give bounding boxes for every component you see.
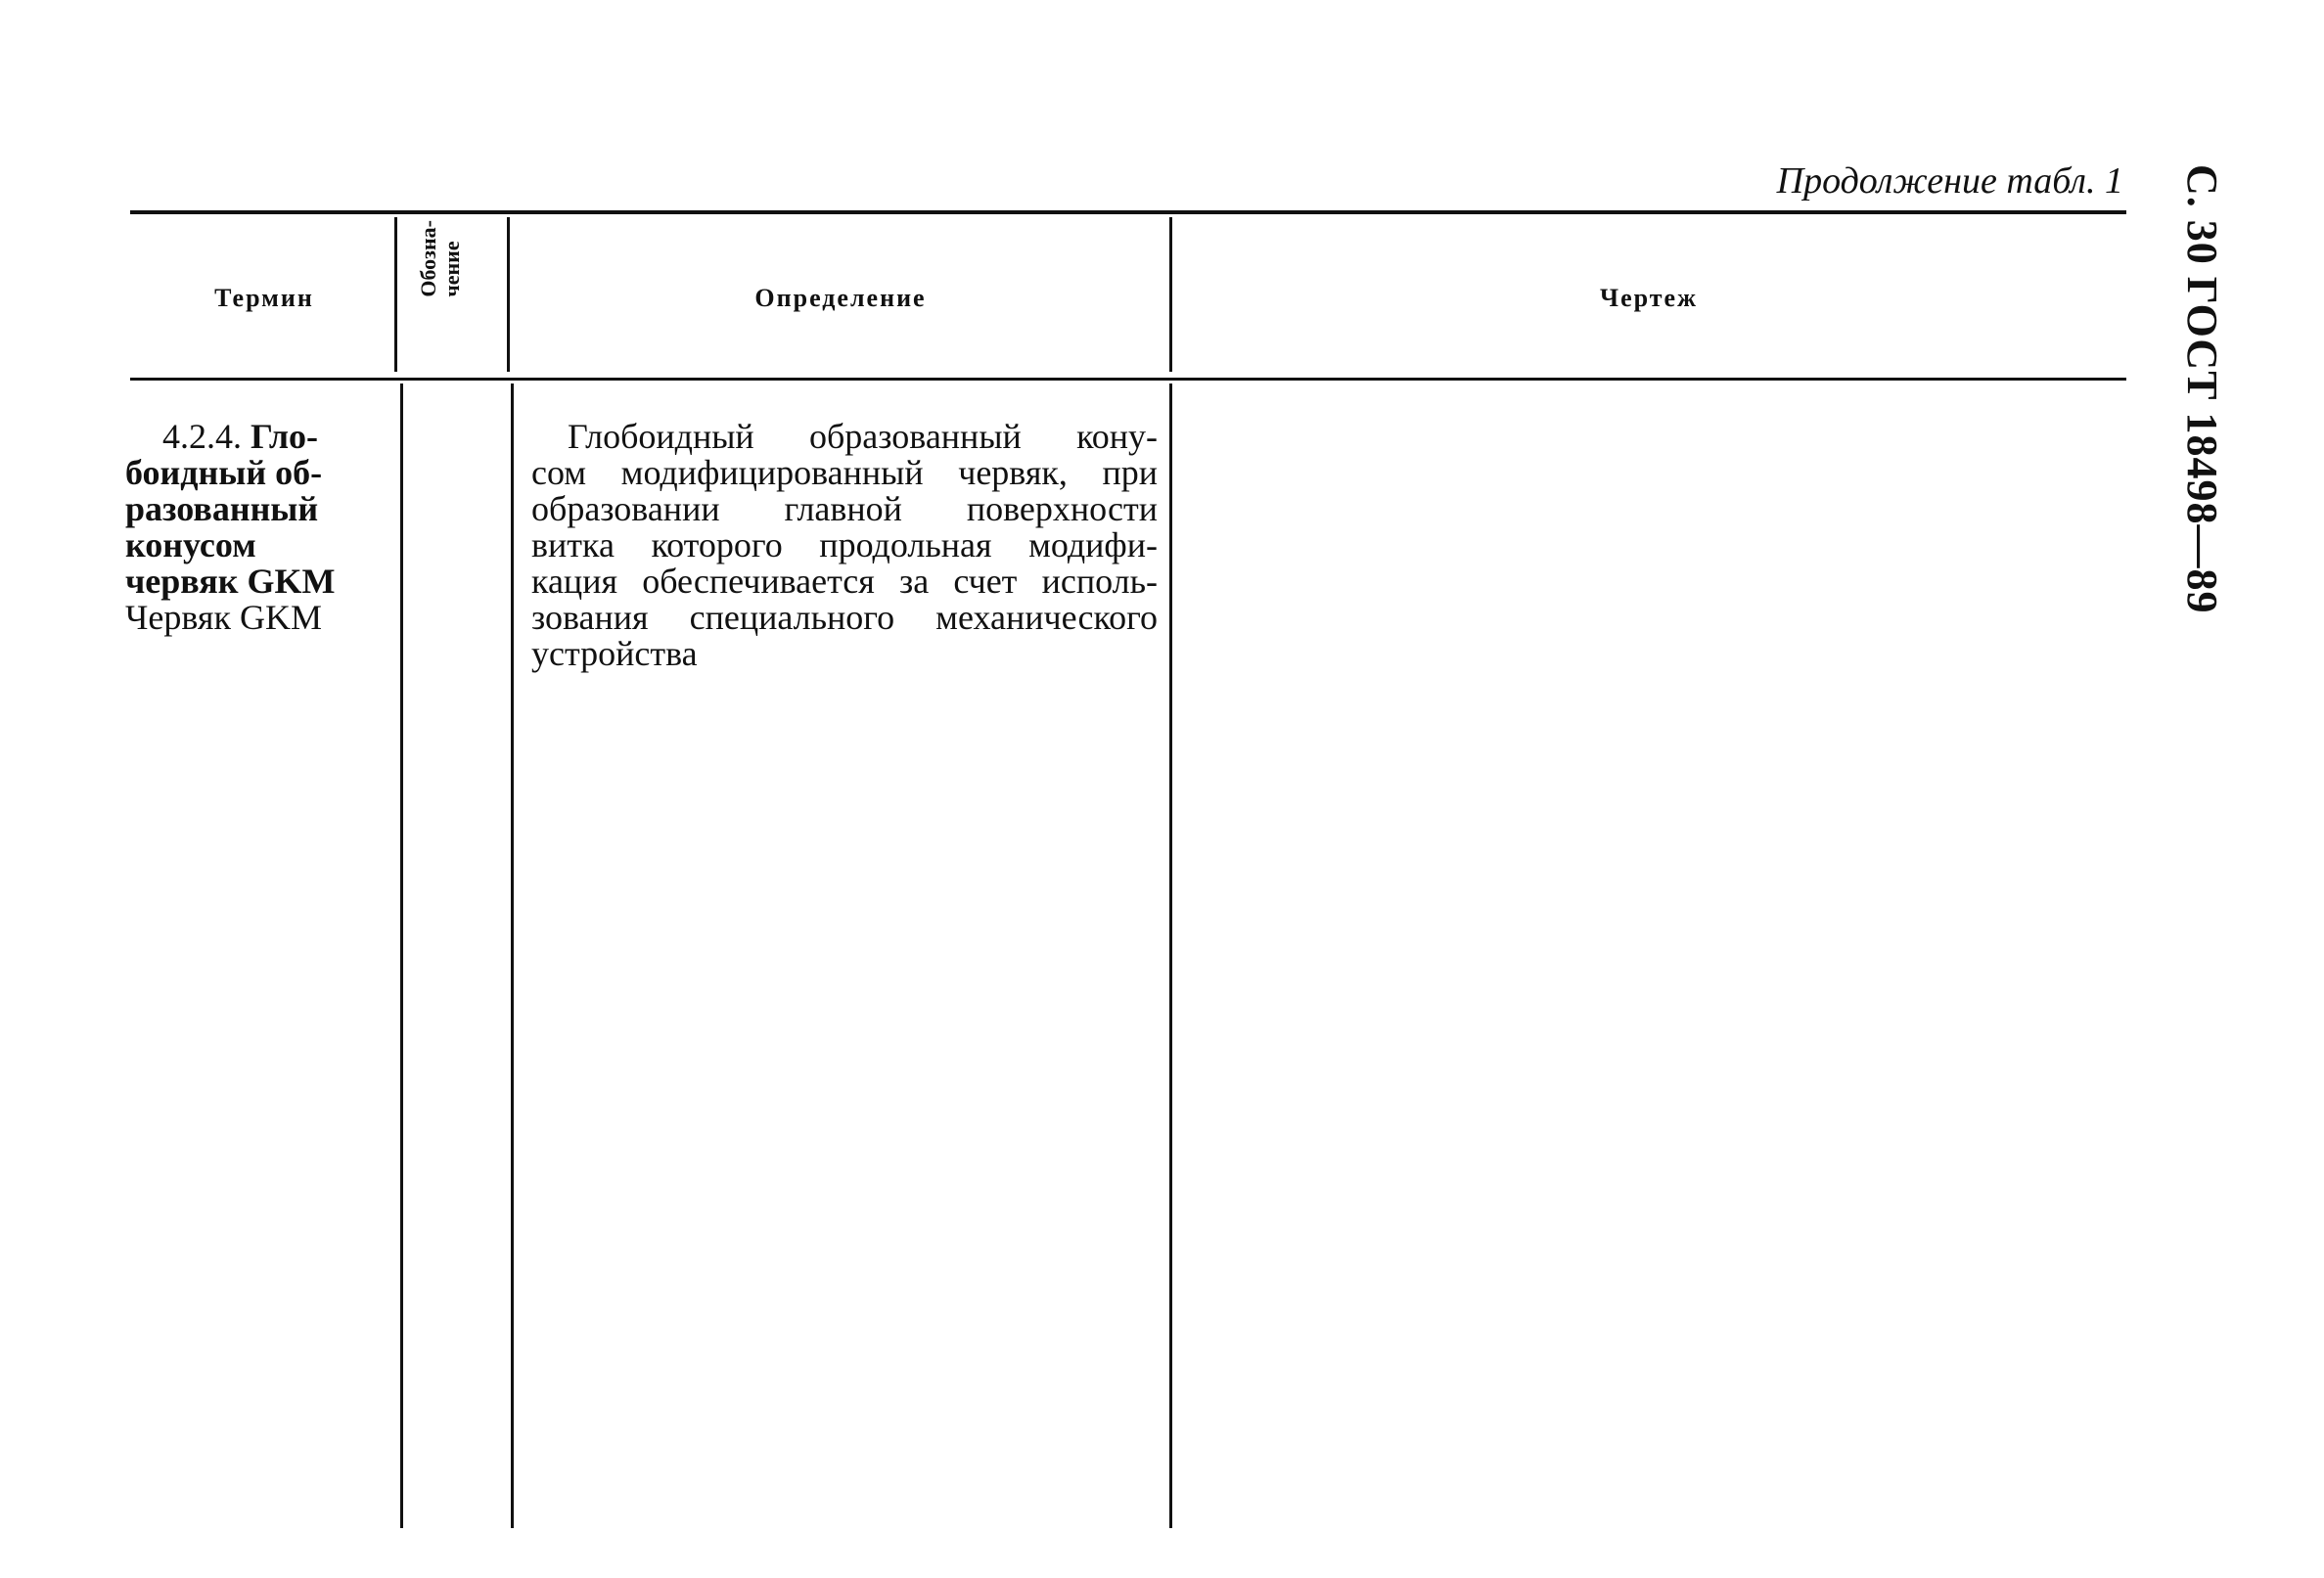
term-synonym: Червяк GKM [125, 598, 322, 637]
column-divider-term-body [400, 383, 403, 1528]
term-number: 4.2.4. [162, 417, 242, 456]
term-line: боидный об- [125, 453, 323, 492]
column-header-term: Термин [214, 284, 314, 312]
term-line: разованный [125, 489, 319, 528]
definition-line: образовании главной поверхности [531, 489, 1158, 528]
column-divider-term-header [394, 217, 397, 372]
term-line: Гло- [251, 417, 319, 456]
column-divider-designation-body [511, 383, 514, 1528]
term-line: конусом [125, 525, 256, 564]
table-header-bottom-rule [130, 378, 2126, 381]
definition-cell [531, 419, 1158, 672]
term-first-line [125, 419, 365, 455]
term-line: червяк GKM [125, 562, 336, 601]
column-divider-definition-body [1169, 383, 1172, 1528]
designation-header-line1: Обозна- [416, 220, 440, 297]
column-divider-designation-header [507, 217, 510, 372]
definition-line: Глобоидный образованный кону- [568, 417, 1158, 456]
definition-line: сом модифицированный червяк, при [531, 453, 1158, 492]
designation-header-line2: чение [439, 241, 464, 297]
column-header-designation [417, 220, 464, 297]
page-side-header: С. 30 ГОСТ 18498—89 [2178, 164, 2226, 614]
column-header-drawing: Чертеж [1600, 284, 1698, 312]
table-continuation-caption: Продолжение табл. 1 [1776, 160, 2123, 202]
definition-line: витка которого продольная модифи- [531, 525, 1158, 564]
table-top-rule [130, 210, 2126, 214]
definition-line: кация обеспечивается за счет исполь- [531, 562, 1158, 601]
definition-line: зования специального механического [531, 598, 1158, 637]
definition-line: устройства [531, 634, 698, 673]
column-divider-definition-header [1169, 217, 1172, 372]
column-header-definition: Определение [754, 284, 927, 312]
term-cell [125, 419, 365, 636]
